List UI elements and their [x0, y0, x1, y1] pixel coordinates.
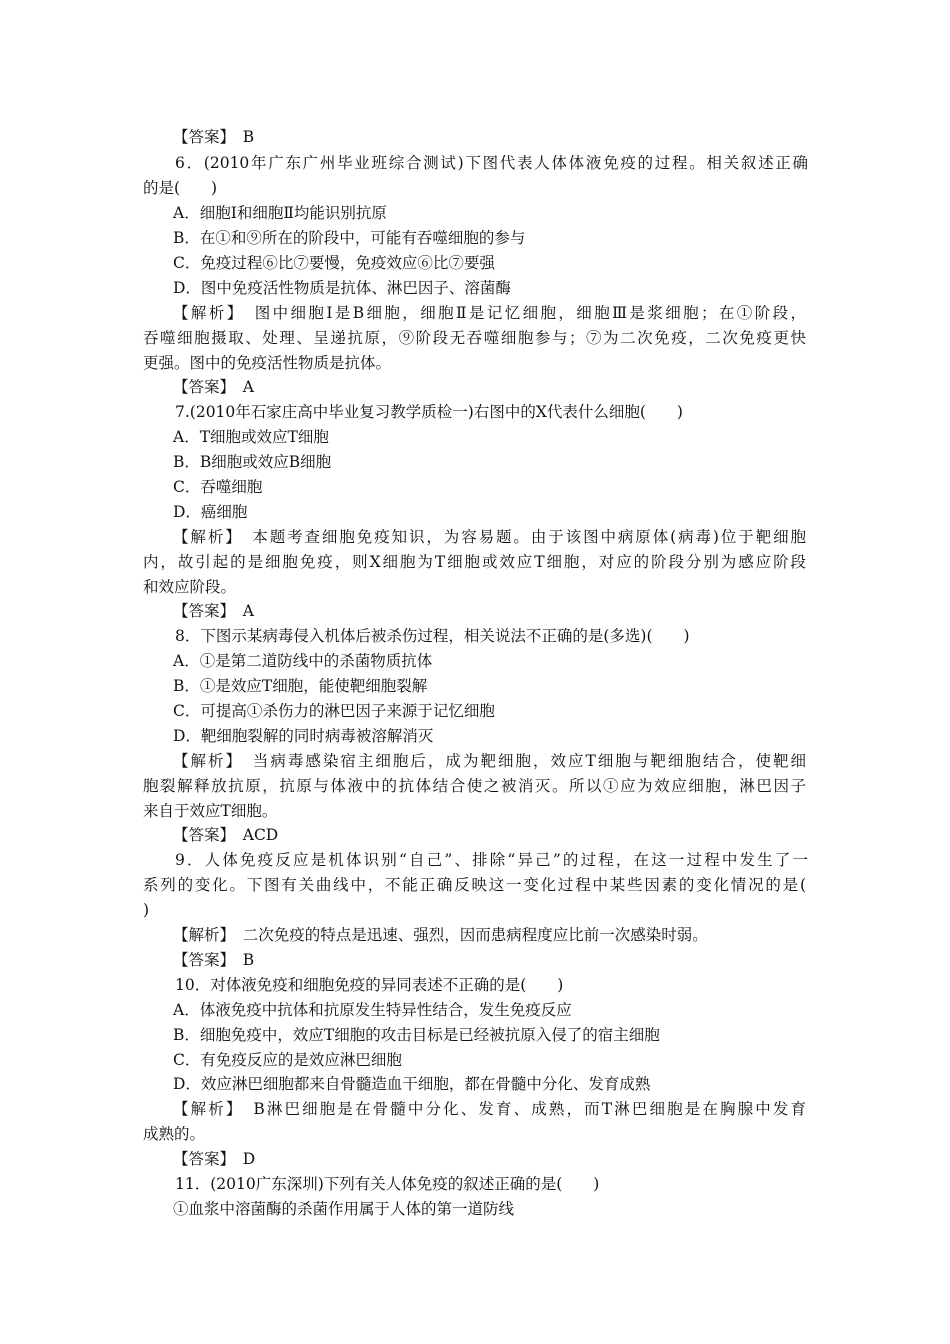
- question-7-analysis-cont: 和效应阶段。: [143, 578, 237, 596]
- question-6-option-b: B．在①和⑨所在的阶段中，可能有吞噬细胞的参与: [173, 229, 526, 247]
- question-8-analysis: 【解析】 当病毒感染宿主细胞后，成为靶细胞，效应T细胞与靶细胞结合，使靶细: [173, 752, 806, 770]
- question-10-stem: 10．对体液免疫和细胞免疫的异同表述不正确的是( ): [175, 976, 564, 994]
- question-6-analysis-cont: 更强。图中的免疫活性物质是抗体。: [143, 354, 392, 372]
- answer-q5: 【答案】 B: [173, 128, 255, 146]
- question-10-option-a: A．体液免疫中抗体和抗原发生特异性结合，发生免疫反应: [173, 1001, 572, 1019]
- question-8-analysis-cont: 胞裂解释放抗原，抗原与体液中的抗体结合使之被消灭。所以①应为效应细胞，淋巴因子: [143, 777, 806, 795]
- question-10-analysis: 【解析】 B淋巴细胞是在骨髓中分化、发育、成熟，而T淋巴细胞是在胸腺中发育: [173, 1100, 806, 1118]
- question-9-analysis: 【解析】 二次免疫的特点是迅速、强烈，因而患病程度应比前一次感染时弱。: [173, 926, 708, 944]
- question-9-stem: 9．人体免疫反应是机体识别“自己”、排除“异己”的过程，在这一过程中发生了一: [175, 851, 808, 869]
- question-6-option-d: D．图中免疫活性物质是抗体、淋巴因子、溶菌酶: [173, 279, 511, 297]
- question-8-stem: 8．下图示某病毒侵入机体后被杀伤过程，相关说法不正确的是(多选)( ): [175, 627, 690, 645]
- question-10-option-c: C．有免疫反应的是效应淋巴细胞: [173, 1051, 402, 1069]
- question-10-option-d: D．效应淋巴细胞都来自骨髓造血干细胞，都在骨髓中分化、发育成熟: [173, 1075, 651, 1093]
- question-8-option-a: A．①是第二道防线中的杀菌物质抗体: [173, 652, 433, 670]
- question-10-option-b: B．细胞免疫中，效应T细胞的攻击目标是已经被抗原入侵了的宿主细胞: [173, 1026, 660, 1044]
- answer-q9: 【答案】 B: [173, 951, 255, 969]
- question-9-stem-cont: 系列的变化。下图有关曲线中，不能正确反映这一变化过程中某些因素的变化情况的是(: [143, 876, 806, 894]
- question-7-analysis-cont: 内，故引起的是细胞免疫，则X细胞为T细胞或效应T细胞，对应的阶段分别为感应阶段: [143, 553, 806, 571]
- question-11-item-1: ①血浆中溶菌酶的杀菌作用属于人体的第一道防线: [173, 1200, 515, 1218]
- question-6-analysis: 【解析】 图中细胞Ⅰ是B细胞，细胞Ⅱ是记忆细胞，细胞Ⅲ是浆细胞；在①阶段，: [173, 304, 806, 322]
- question-7-option-b: B．B细胞或效应B细胞: [173, 453, 332, 471]
- question-8-analysis-cont: 来自于效应T细胞。: [143, 802, 278, 820]
- question-7-option-d: D．癌细胞: [173, 503, 248, 521]
- answer-q6: 【答案】 A: [173, 378, 254, 396]
- question-7-option-c: C．吞噬细胞: [173, 478, 263, 496]
- question-8-option-c: C．可提高①杀伤力的淋巴因子来源于记忆细胞: [173, 702, 495, 720]
- question-10-analysis-cont: 成熟的。: [143, 1125, 206, 1143]
- question-7-analysis: 【解析】 本题考查细胞免疫知识，为容易题。由于该图中病原体(病毒)位于靶细胞: [173, 528, 806, 546]
- answer-q8: 【答案】 ACD: [173, 826, 279, 844]
- question-6-stem: 6．(2010年广东广州毕业班综合测试)下图代表人体体液免疫的过程。相关叙述正确: [175, 154, 808, 172]
- question-9-stem-cont: ): [143, 901, 150, 919]
- question-7-stem: 7.(2010年石家庄高中毕业复习教学质检一)右图中的X代表什么细胞( ): [175, 403, 683, 421]
- answer-q7: 【答案】 A: [173, 602, 254, 620]
- question-7-option-a: A．T细胞或效应T细胞: [173, 428, 329, 446]
- question-8-option-d: D．靶细胞裂解的同时病毒被溶解消灭: [173, 727, 434, 745]
- question-6-option-a: A．细胞Ⅰ和细胞Ⅱ均能识别抗原: [173, 204, 387, 222]
- question-6-option-c: C．免疫过程⑥比⑦要慢，免疫效应⑥比⑦要强: [173, 254, 495, 272]
- question-11-stem: 11．(2010广东深圳)下列有关人体免疫的叙述正确的是( ): [175, 1175, 600, 1193]
- question-8-option-b: B．①是效应T细胞，能使靶细胞裂解: [173, 677, 428, 695]
- question-6-analysis-cont: 吞噬细胞摄取、处理、呈递抗原，⑨阶段无吞噬细胞参与；⑦为二次免疫，二次免疫更快: [143, 329, 806, 347]
- question-6-stem-cont: 的是( ): [143, 179, 218, 197]
- answer-q10: 【答案】 D: [173, 1150, 256, 1168]
